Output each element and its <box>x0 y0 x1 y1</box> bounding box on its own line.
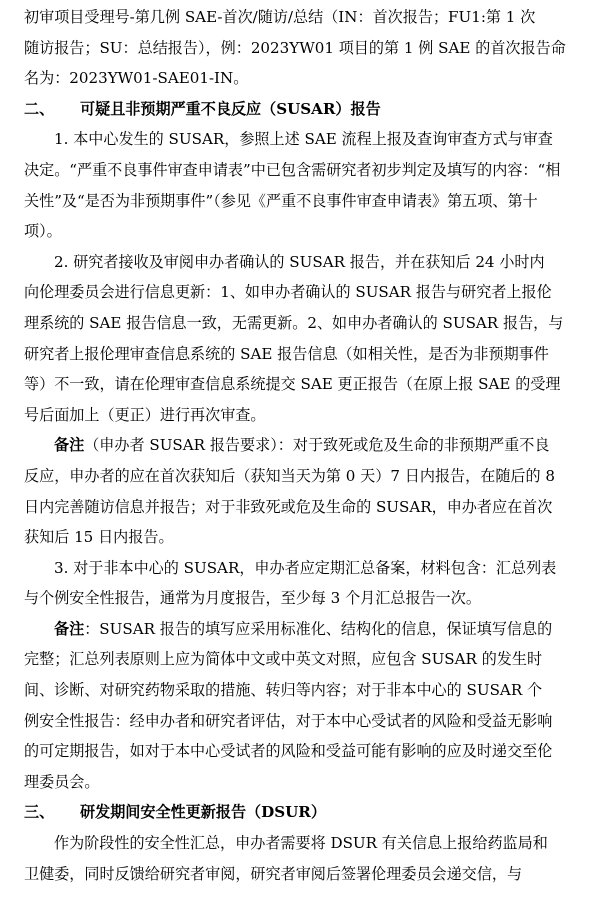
section-title: 可疑且非预期严重不良反应（SUSAR）报告 <box>80 99 381 118</box>
intro-line: 名为：2023YW01-SAE01-IN。 <box>24 69 249 88</box>
note-line: 完整；汇总列表原则上应为简体中文或中英文对照，应包含 SUSAR 的发生时 <box>24 650 543 669</box>
note-line: 例安全性报告：经申办者和研究者评估，对于本中心受试者的风险和受益无影响 <box>24 711 553 730</box>
intro-line: 随访报告；SU：总结报告），例：2023YW01 项目的第 1 例 SAE 的首次报告命 <box>24 38 566 57</box>
section-number: 三、 <box>24 803 55 822</box>
note-text: （申办者 SUSAR 报告要求）：对于致死或危及生命的非预期严重不良 <box>84 436 550 455</box>
note-label: 备注 <box>54 436 85 455</box>
note-line: 日内完善随访信息并报告；对于非致死或危及生命的 SUSAR，申办者应在首次 <box>24 497 553 516</box>
paragraph-line: 项）。 <box>24 222 62 241</box>
paragraph-line: 号后面加上（更正）进行再次审查。 <box>24 405 266 424</box>
paragraph-line: 2. 研究者接收及审阅申办者确认的 SUSAR 报告，并在获知后 24 小时内 <box>54 252 545 271</box>
paragraph-line: 作为阶段性的安全性汇总，申办者需要将 DSUR 有关信息上报给药监局和 <box>54 834 548 853</box>
paragraph-line: 研究者上报伦理审查信息系统的 SAE 报告信息（如相关性，是否为非预期事件 <box>24 344 549 363</box>
intro-line: 初审项目受理号-第几例 SAE-首次/随访/总结（IN：首次报告；FU1:第 1 次 <box>24 8 536 26</box>
note-line <box>24 430 584 461</box>
note-line: 间、诊断、对研究药物采取的措施、转归等内容；对于非本中心的 SUSAR 个 <box>24 681 543 700</box>
note-line: 理委员会。 <box>24 772 100 791</box>
section-number: 二、 <box>24 99 55 118</box>
paragraph-line: 决定。“严重不良事件审查申请表”中已包含需研究者初步判定及填写的内容：“相 <box>24 160 561 179</box>
paragraph-line: 1. 本中心发生的 SUSAR，参照上述 SAE 流程上报及查询审查方式与审查 <box>54 130 553 149</box>
paragraph-line: 等）不一致，请在伦理审查信息系统提交 SAE 更正报告（在原上报 SAE 的受理 <box>24 375 561 394</box>
section-heading-susar <box>24 94 584 125</box>
paragraph-line: 关性”及“是否为非预期事件”（参见《严重不良事件审查申请表》第五项、第十 <box>24 191 538 210</box>
note-line <box>24 614 584 645</box>
section-heading-dsur <box>24 797 584 828</box>
paragraph-line: 向伦理委员会进行信息更新：1、如申办者确认的 SUSAR 报告与研究者上报伦 <box>24 283 552 302</box>
paragraph-line: 与个例安全性报告，通常为月度报告，至少每 3 个月汇总报告一次。 <box>24 589 481 608</box>
note-line: 的可定期报告，如对于本中心受试者的风险和受益可能有影响的应及时递交至伦 <box>24 742 553 761</box>
section-title: 研发期间安全性更新报告（DSUR） <box>80 803 326 822</box>
note-text: ：SUSAR 报告的填写应采用标准化、结构化的信息，保证填写信息的 <box>84 619 553 638</box>
paragraph-line: 理系统的 SAE 报告信息一致，无需更新。2、如申办者确认的 SUSAR 报告，与 <box>24 313 564 332</box>
note-line: 反应，申办者的应在首次获知后（获知当天为第 0 天）7 日内报告，在随后的 8 <box>24 466 556 485</box>
paragraph-line: 卫健委，同时反馈给研究者审阅，研究者审阅后签署伦理委员会递交信，与 <box>24 864 523 883</box>
note-label: 备注 <box>54 619 85 638</box>
paragraph-line: 3. 对于非本中心的 SUSAR，申办者应定期汇总备案，材料包含：汇总列表 <box>54 558 557 577</box>
note-line: 获知后 15 日内报告。 <box>24 528 174 547</box>
